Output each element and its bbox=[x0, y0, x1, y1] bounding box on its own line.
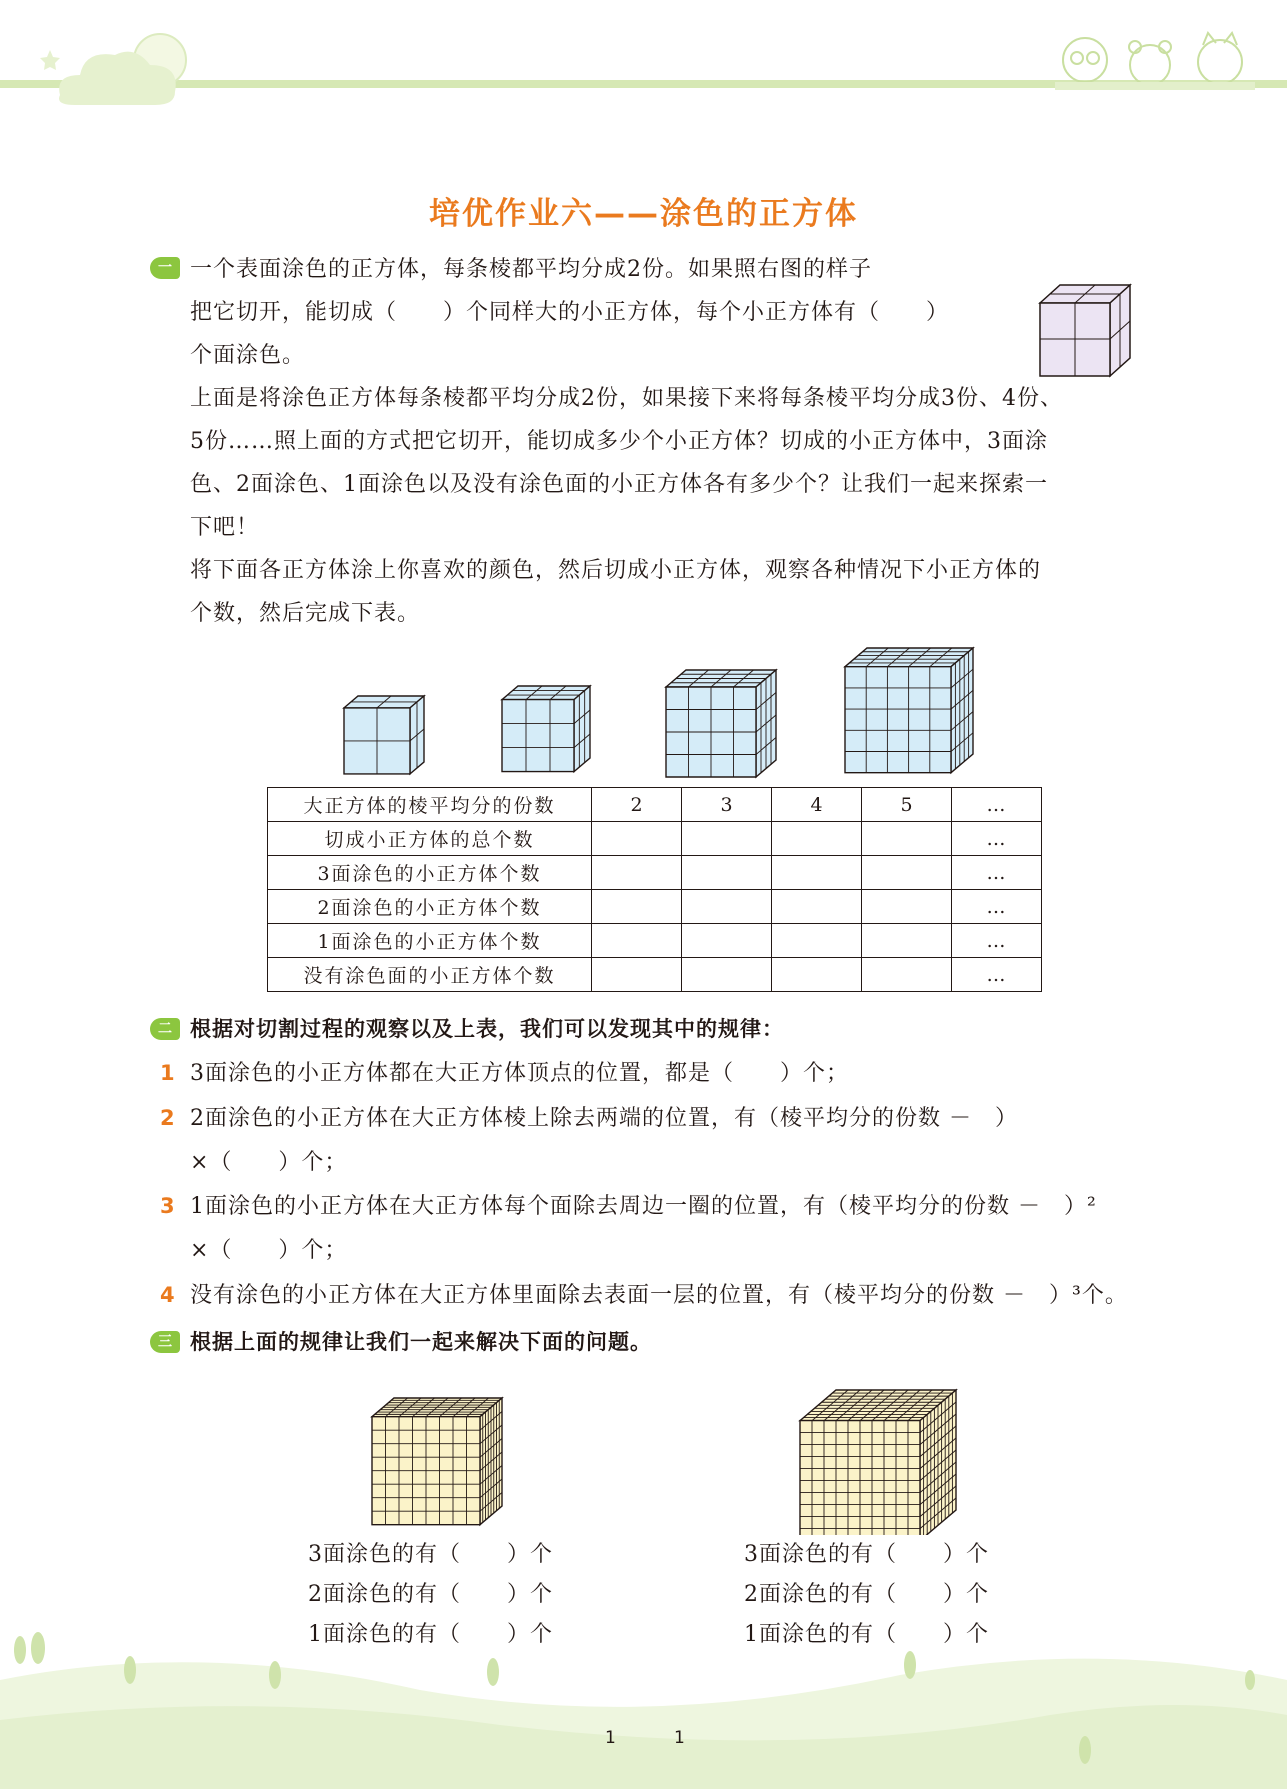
ellipsis-cell: … bbox=[952, 924, 1042, 958]
answer-cell[interactable] bbox=[682, 856, 772, 890]
answer-cell[interactable] bbox=[592, 890, 682, 924]
s1-line: 下吧！ bbox=[190, 515, 260, 540]
page-number: 1 bbox=[674, 1728, 685, 1748]
item-number: 4 bbox=[160, 1283, 175, 1307]
answer-cell[interactable] bbox=[592, 856, 682, 890]
answer-line: 1面涂色的有（ ）个 bbox=[308, 1622, 553, 1647]
answer-line: 2面涂色的有（ ）个 bbox=[308, 1582, 553, 1607]
s1-line: 5份……照上面的方式把它切开，能切成多少个小正方体？切成的小正方体中，3面涂 bbox=[190, 429, 1048, 454]
table-row bbox=[268, 788, 1042, 822]
answer-cell[interactable] bbox=[592, 958, 682, 992]
ellipsis-cell: … bbox=[952, 958, 1042, 992]
table-row-label: 1面涂色的小正方体个数 bbox=[268, 924, 592, 958]
table-row bbox=[268, 856, 1042, 890]
table-row bbox=[268, 958, 1042, 992]
table-header-cell: … bbox=[952, 788, 1042, 822]
answer-cell[interactable] bbox=[592, 924, 682, 958]
rule-text: 没有涂色的小正方体在大正方体里面除去表面一层的位置，有（棱平均分的份数 － ）³个。 bbox=[190, 1283, 1128, 1308]
answer-cell[interactable] bbox=[682, 924, 772, 958]
table-header-cell: 3 bbox=[682, 788, 772, 822]
s1-line: 一个表面涂色的正方体，每条棱都平均分成2份。如果照右图的样子 bbox=[190, 257, 872, 282]
s1-line: 将下面各正方体涂上你喜欢的颜色，然后切成小正方体，观察各种情况下小正方体的 bbox=[190, 558, 1042, 583]
cube-2 bbox=[344, 696, 424, 774]
section-badge-1: 一 bbox=[150, 257, 180, 279]
answer-cell[interactable] bbox=[592, 822, 682, 856]
answer-line: 2面涂色的有（ ）个 bbox=[744, 1582, 989, 1607]
footer-hills bbox=[0, 1620, 1287, 1789]
s1-line: 上面是将涂色正方体每条棱都平均分成2份，如果接下来将每条棱平均分成3份、4份、 bbox=[190, 386, 1063, 411]
ellipsis-cell: … bbox=[952, 856, 1042, 890]
answer-cell[interactable] bbox=[772, 890, 862, 924]
section-badge-3: 三 bbox=[150, 1331, 180, 1353]
rule-text-cont: ×（ ）个； bbox=[190, 1150, 348, 1175]
answer-cell[interactable] bbox=[772, 822, 862, 856]
answer-line: 3面涂色的有（ ）个 bbox=[308, 1542, 553, 1567]
cube-8 bbox=[372, 1398, 502, 1525]
table-row bbox=[268, 924, 1042, 958]
answer-cell[interactable] bbox=[772, 958, 862, 992]
table-row-label: 2面涂色的小正方体个数 bbox=[268, 890, 592, 924]
answer-cell[interactable] bbox=[862, 958, 952, 992]
item-number: 2 bbox=[160, 1106, 175, 1130]
answer-cell[interactable] bbox=[862, 822, 952, 856]
rule-text: 1面涂色的小正方体在大正方体每个面除去周边一圈的位置，有（棱平均分的份数 － ）² bbox=[190, 1194, 1097, 1219]
s1-line: 个数，然后完成下表。 bbox=[190, 601, 421, 626]
answer-cell[interactable] bbox=[682, 822, 772, 856]
item-number: 3 bbox=[160, 1194, 175, 1218]
cube-5 bbox=[845, 648, 973, 773]
answer-cell[interactable] bbox=[682, 958, 772, 992]
s1-line: 把它切开，能切成（ ）个同样大的小正方体，每个小正方体有（ ） bbox=[190, 300, 950, 325]
section-heading: 根据上面的规律让我们一起来解决下面的问题。 bbox=[190, 1330, 652, 1354]
sun-cloud-icon bbox=[40, 20, 190, 110]
table-header-cell: 5 bbox=[862, 788, 952, 822]
page-number: 1 bbox=[605, 1728, 616, 1748]
answer-line: 1面涂色的有（ ）个 bbox=[744, 1622, 989, 1647]
table-header-cell: 大正方体的棱平均分的份数 bbox=[268, 788, 592, 822]
rule-text-cont: ×（ ）个； bbox=[190, 1238, 348, 1263]
answer-line: 3面涂色的有（ ）个 bbox=[744, 1542, 989, 1567]
table-row bbox=[268, 822, 1042, 856]
answer-cell[interactable] bbox=[772, 924, 862, 958]
cube-4 bbox=[666, 670, 776, 777]
cube-10 bbox=[800, 1390, 956, 1535]
page-title: 培优作业六——涂色的正方体 bbox=[429, 196, 858, 232]
table-row-label: 没有涂色面的小正方体个数 bbox=[268, 958, 592, 992]
answer-cell[interactable] bbox=[862, 856, 952, 890]
table-header-cell: 2 bbox=[592, 788, 682, 822]
animal-faces-icon bbox=[1055, 20, 1255, 90]
data-table bbox=[267, 787, 1042, 992]
ellipsis-cell: … bbox=[952, 890, 1042, 924]
table-row bbox=[268, 890, 1042, 924]
cube-3 bbox=[502, 686, 590, 772]
yellow-cubes-figure bbox=[360, 1365, 980, 1535]
rule-text: 2面涂色的小正方体在大正方体棱上除去两端的位置，有（棱平均分的份数 － ） bbox=[190, 1106, 1018, 1131]
rule-text: 3面涂色的小正方体都在大正方体顶点的位置，都是（ ）个； bbox=[190, 1061, 849, 1086]
answer-cell[interactable] bbox=[862, 924, 952, 958]
blue-cubes-figure bbox=[300, 640, 1000, 780]
purple-cube-figure bbox=[1035, 283, 1135, 383]
section-heading: 根据对切割过程的观察以及上表，我们可以发现其中的规律： bbox=[190, 1017, 784, 1041]
s1-line: 色、2面涂色、1面涂色以及没有涂色面的小正方体各有多少个？让我们一起来探索一 bbox=[190, 472, 1048, 497]
answer-cell[interactable] bbox=[772, 856, 862, 890]
ellipsis-cell: … bbox=[952, 822, 1042, 856]
answer-cell[interactable] bbox=[682, 890, 772, 924]
item-number: 1 bbox=[160, 1061, 175, 1085]
section-badge-2: 二 bbox=[150, 1018, 180, 1040]
answer-cell[interactable] bbox=[862, 890, 952, 924]
table-header-cell: 4 bbox=[772, 788, 862, 822]
table-row-label: 切成小正方体的总个数 bbox=[268, 822, 592, 856]
table-row-label: 3面涂色的小正方体个数 bbox=[268, 856, 592, 890]
s1-line: 个面涂色。 bbox=[190, 343, 306, 368]
